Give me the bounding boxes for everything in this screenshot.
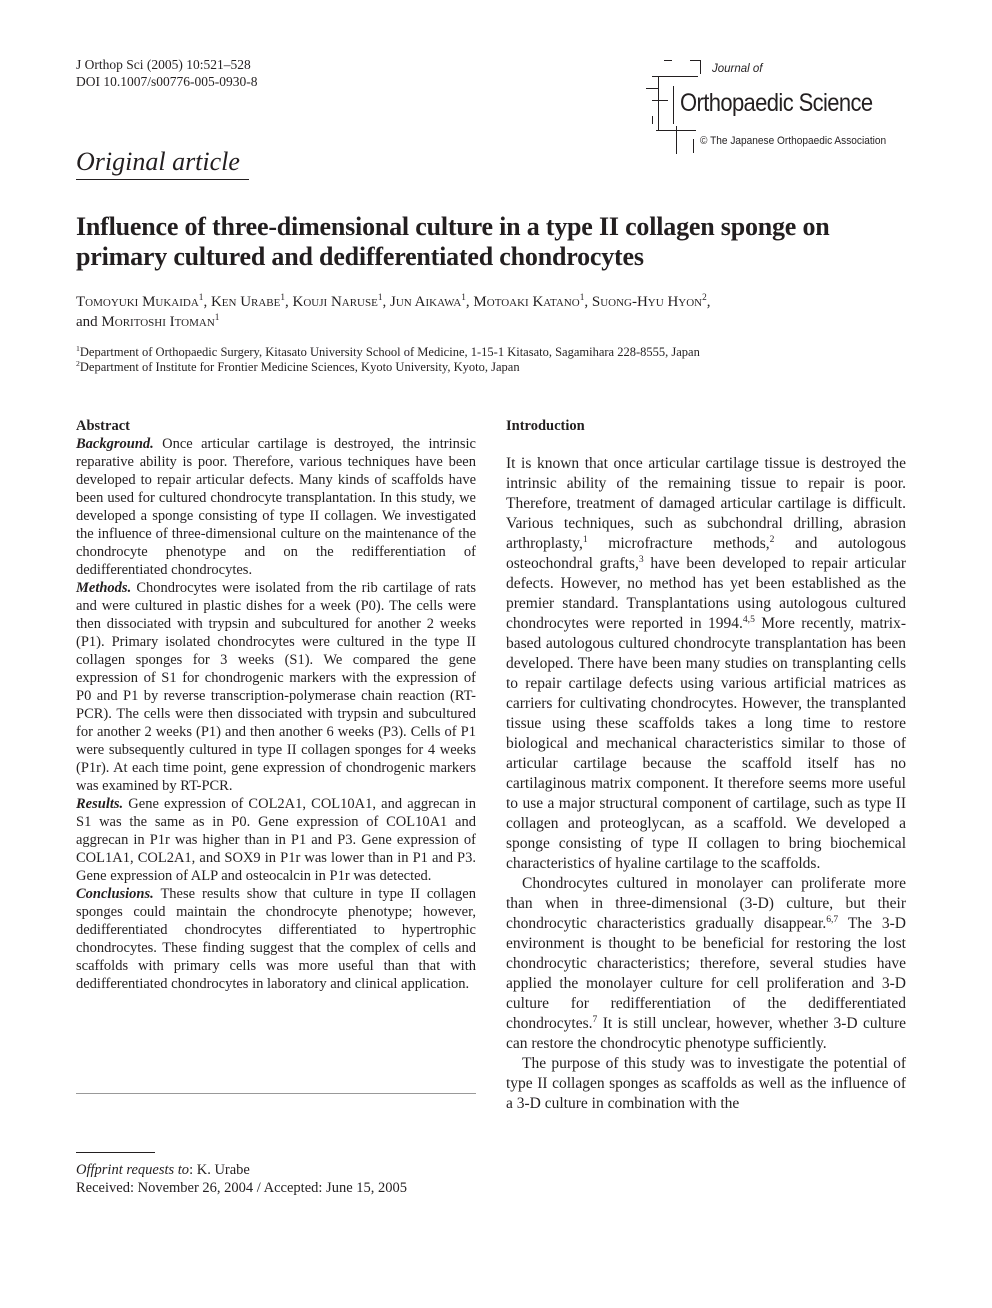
affiliation: $^2$Department of Institute for Frontier Medicine Sciences, Kyoto University, Kyoto, Japan: [76, 358, 520, 374]
article-type: Original article: [76, 146, 249, 180]
journal-logo: [646, 56, 916, 156]
abstract-conclusions: Conclusions. These results show that culture in type II collagen sponges could maintain the chondrocyte phenotype; however, dedifferentiated chondrocytes differentiated to hypertrophic chondrocytes. These finding suggest that the complex of cells and scaffolds with primary cells was more useful than that with dedifferentiated chondrocytes in laboratory and clinical application.: [76, 886, 476, 992]
introduction: [506, 417, 906, 1114]
abstract-divider: [76, 1093, 476, 1094]
author: Suong-Hyu Hyon$^2$,: [591, 293, 711, 310]
affiliation: $^1$Department of Orthopaedic Surgery, Kitasato University School of Medicine, 1-15-1 Kitasato, Sagamihara 228-8555, Japan: [76, 343, 700, 359]
affiliations: [76, 345, 906, 375]
footnote-rule: [76, 1152, 155, 1153]
article-title: Influence of three-dimensional culture in a type II collagen sponge on primary cultured and dedifferentiated chondrocytes: [76, 212, 830, 271]
author: Tomoyuki Mukaida$^1$,: [76, 293, 211, 310]
offprint-requests: Offprint requests to: K. Urabe: [76, 1162, 250, 1178]
received-accepted: Received: November 26, 2004 / Accepted: June 15, 2005: [76, 1180, 408, 1196]
journal-reference: [76, 56, 258, 90]
author: Jun Aikawa$^1$,: [390, 293, 474, 310]
abstract-background: Background. Once articular cartilage is destroyed, the intrinsic reparative ability is poor. Therefore, various techniques have been developed to repair articular defects. Many kinds of scaffolds have been used for cultured chondrocyte transplantation. In this study, we developed a sponge consisting of type II collagen. We investigated the influence of three-dimensional culture on the maintenance of the chondrocyte phenotype and on the redifferentiation of dedifferentiated chondrocytes.: [76, 436, 476, 578]
logo-copyright: © The Japanese Orthopaedic Association: [700, 135, 887, 147]
citation: J Orthop Sci (2005) 10:521–528: [76, 57, 251, 72]
author: Kouji Naruse$^1$,: [292, 293, 390, 310]
logo-journal-name: Orthopaedic Science: [680, 89, 873, 117]
footnote: [76, 1161, 407, 1197]
abstract-results: Results. Gene expression of COL2A1, COL10A1, and aggrecan in S1 was the same as in P0. Gene expression of COL10A1 and aggrecan in P1r was higher than in P1 and P3. Gene expression of COL1A1, COL2A1, and SOX9 in P1r was lower than in P1 and P3. Gene expression of ALP and osteocalcin in P1r was detected.: [76, 796, 476, 884]
logo-journal-of: Journal of: [712, 63, 763, 75]
doi: DOI 10.1007/s00776-005-0930-8: [76, 74, 258, 89]
abstract: [76, 417, 476, 993]
abstract-heading: Abstract: [76, 418, 130, 434]
author: Ken Urabe$^1$,: [210, 293, 293, 310]
author: Moritoshi Itoman$^1$: [101, 313, 220, 330]
intro-paragraph: The purpose of this study was to investigate the potential of type II collagen sponges as scaffolds as well as the influence of a 3-D culture in combination with the: [506, 1055, 906, 1112]
introduction-heading: Introduction: [506, 418, 585, 434]
intro-paragraph: Chondrocytes cultured in monolayer can proliferate more than when in three-dimensional (3-D) culture, but their chondrocytic characteristics gradually disappear.$^{6,7}$ The 3-D environment is thought to be beneficial for restoring the lost chondrocytic characteristics; therefore, several studies have applied the monolayer culture for cell proliferation and 3-D culture for redifferentiation of the dedifferentiated chondrocytes.$^7$ It is still unclear, however, whether 3-D culture can restore the chondrocytic phenotype sufficiently.: [506, 875, 906, 1052]
author-list: Tomoyuki Mukaida$^1$, Ken Urabe$^1$, Kouji Naruse$^1$, Jun Aikawa$^1$, Motoaki Katano$^1$, Suong-Hyu Hyon$^2$, and Moritoshi Itoman$^1$: [76, 293, 711, 330]
author: Motoaki Katano$^1$,: [473, 293, 592, 310]
intro-paragraph: It is known that once articular cartilage tissue is destroyed the intrinsic ability of the remaining tissue to repair is poor. Therefore, treatment of damaged articular cartilage is difficult. Various techniques, such as subchondral drilling, abrasion arthroplasty,$^1$ microfracture methods,$^2$ and autologous osteochondral grafts,$^3$ have been developed to repair articular defects. However, no method has yet been established as the premier standard. Transplantations using autologous cultured chondrocytes were reported in 1994.$^{4,5}$ More recently, matrix-based autologous cultured chondrocyte transplantation has been developed. There have been many studies on transplanting cells to repair cartilage defects using various artificial matrices as carriers for cultivating chondrocytes. However, the transplanted tissue using these scaffolds takes a long time to restore biological and mechanical characteristics similar to those of articular cartilage because the scaffold itself has no cartilaginous matrix component. It therefore seems more useful to use a major structural component of cartilage, such as type II collagen and proteoglycan, as a scaffold. We developed a sponge consisting of type II collagen to bring biochemical characteristics of hyaline cartilage to the scaffolds.: [506, 455, 907, 872]
abstract-methods: Methods. Chondrocytes were isolated from the rib cartilage of rats and were cultured in plastic dishes for a week (P0). The cells were then dissociated with trypsin and subcultured for another 2 weeks (P1). Primary isolated chondrocytes were cultured in the type II collagen sponges for 3 weeks (S1). We compared the gene expression of S1 for chondrogenic markers with the expression of P0 and P1 by reverse transcription-polymerase chain reaction (RT-PCR). The cells were then dissociated with trypsin and subcultured for another 2 weeks (P1) and then another 6 weeks (P3). Cells of P1 were subsequently cultured in type II collagen sponges for 4 weeks (P1r). At each time point, gene expression of chondrogenic markers was examined by RT-PCR.: [76, 580, 476, 794]
